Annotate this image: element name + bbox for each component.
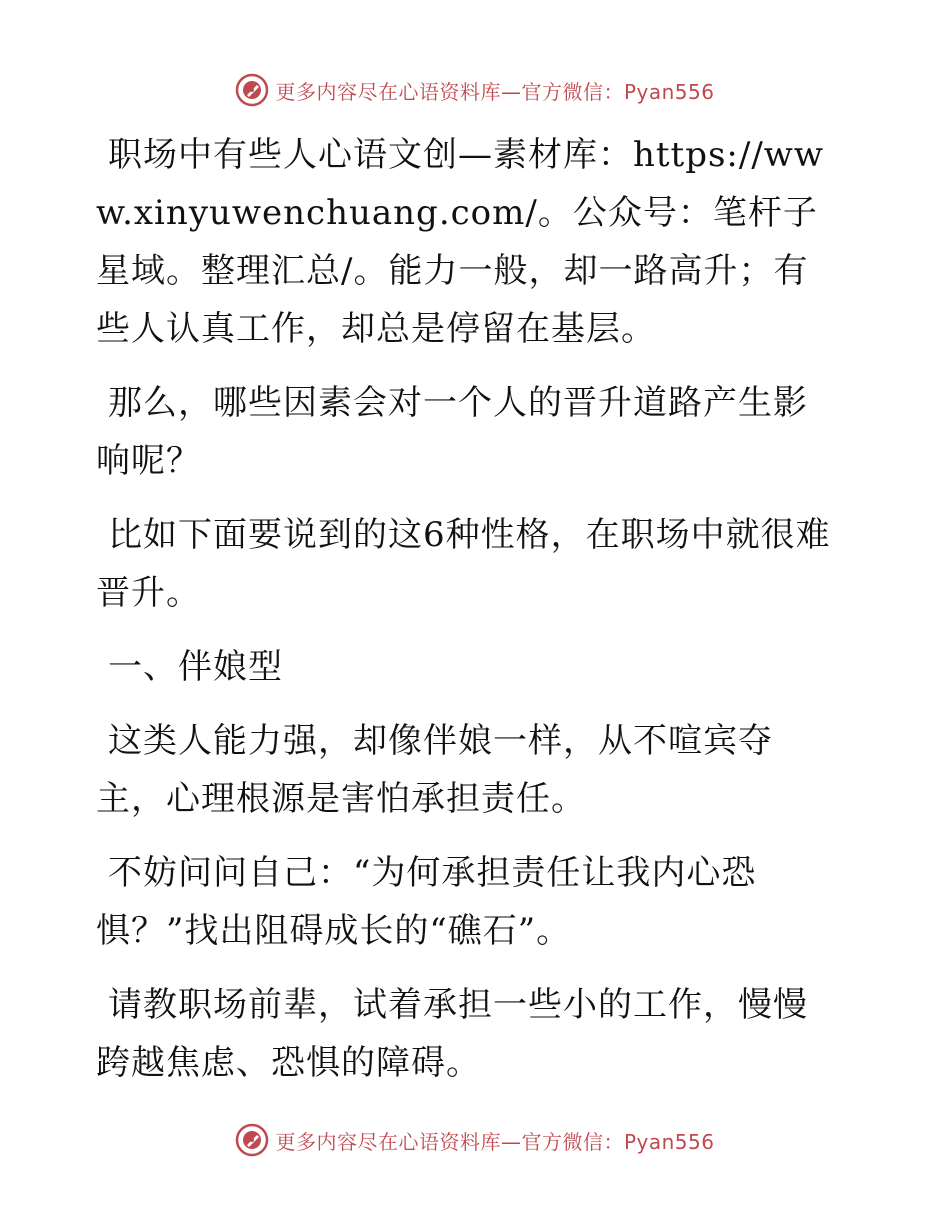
paragraph-intro: 职场中有些人心语文创—素材库：https://www.xinyuwenchuang.com/。公众号：笔杆子星域。整理汇总/。能力一般，却一路高升；有些人认真工作，却总是停留在基层。	[96, 135, 825, 349]
paragraph-question: 那么，哪些因素会对一个人的晋升道路产生影响呢？	[96, 383, 808, 481]
paragraph-six-traits: 比如下面要说到的这6种性格，在职场中就很难晋升。	[96, 515, 831, 613]
paragraph-ask-yourself: 不妨问问自己：“为何承担责任让我内心恐惧？”找出阻碍成长的“礁石”。	[96, 853, 757, 951]
paragraph-bridesmaid-description: 这类人能力强，却像伴娘一样，从不喧宾夺主，心理根源是害怕承担责任。	[96, 721, 773, 819]
paragraph-advice: 请教职场前辈，试着承担一些小的工作，慢慢跨越焦虑、恐惧的障碍。	[96, 985, 808, 1083]
header-banner	[0, 70, 950, 110]
footer-banner	[0, 1120, 950, 1160]
footer-banner-text: 更多内容尽在心语资料库—官方微信：Pyan556	[275, 1129, 715, 1154]
document-body	[96, 126, 836, 1108]
pen-nib-logo-icon	[235, 1123, 269, 1157]
section-heading-bridesmaid: 一、伴娘型	[108, 647, 283, 687]
pen-nib-logo-icon	[235, 73, 269, 107]
header-banner-text: 更多内容尽在心语资料库—官方微信：Pyan556	[275, 79, 715, 104]
